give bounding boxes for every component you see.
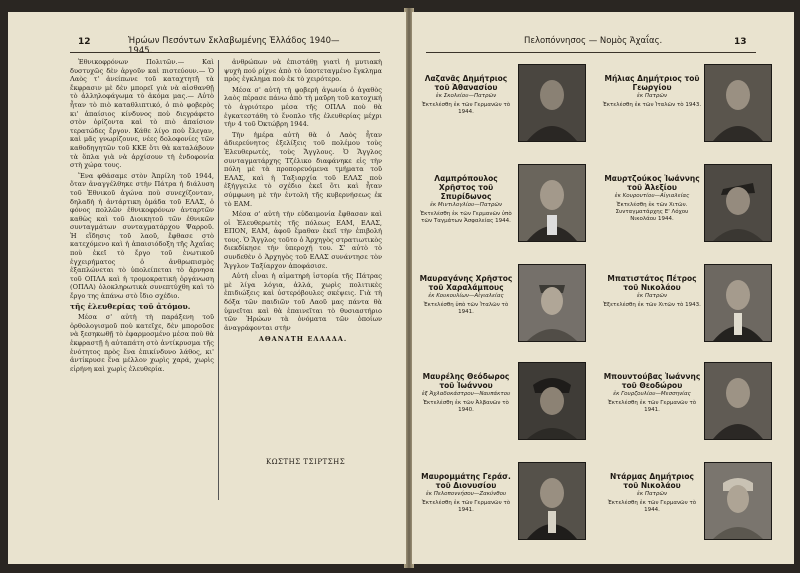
entry-place: ἐκ Κουρουτίου—Αἰγιαλείας bbox=[614, 193, 690, 199]
paragraph bbox=[70, 303, 214, 312]
memorial-entry bbox=[602, 64, 784, 152]
author-signature: ΚΩΣΤΗΣ ΤΣΙΡΤΣΗΣ bbox=[266, 458, 346, 466]
paragraph: Τὴν ἡμέρα αὐτὴ θὰ ὁ Λαὸς ἦταν ἀδιερεύνητος ἐξελίξεις τοῦ πολέμου τοὺς Ἐλευθερωτές, τοὺς Ἄγγλους. Ὁ Ἄγγλος συνταγματάρχης Τζέλικο διαφάνηκε εἰς τὴν πόλη μὲ τὰ προπορευόμενα τμήματα τοῦ ΕΛΑΣ, καὶ ἡ Ταξιαρχία τοῦ ΕΛΑΣ ποὺ ἐξήγγειλε τὸ σχέδιο ἐκεῖ ὅτι καὶ ἦταν σύμφωνη μὲ τὴν ἐντολὴ τῆς κυβερνήσεως ἐκ τὸ ΕΑΜ. bbox=[224, 130, 382, 208]
entry-place: ἐκ Γουρζουλίου—Μεσσηνίας bbox=[613, 391, 691, 397]
entry-note: Ἐκτελέσθη ἐκ τῶν Γερμανῶν τὸ 1941. bbox=[421, 500, 511, 513]
portrait-photo bbox=[518, 362, 586, 440]
entry-name: Μαυρομμάτης Γεράσ. τοῦ Διονυσίου bbox=[421, 472, 511, 490]
left-column-2 bbox=[224, 58, 382, 448]
memorial-entry bbox=[602, 264, 784, 352]
entry-place: ἐκ Σκολείου—Πατρῶν bbox=[435, 93, 497, 99]
entry-place: ἐκ Πατρῶν bbox=[636, 93, 668, 99]
memorial-entry bbox=[602, 164, 784, 252]
entry-name: Μαυρτζούκος Ἰωάννης τοῦ Ἀλεξίου bbox=[604, 174, 700, 192]
entry-name: Μπατιστάτος Πέτρος τοῦ Νικολάου bbox=[607, 274, 697, 292]
entry-note: Ἐκτελέσθη ἐκ τῶν Ἰταλῶν τὸ 1943. bbox=[602, 102, 702, 108]
paragraph: Αὐτὴ εἶναι ἡ αἰματηρὴ ἱστορία τῆς Πάτρας μὲ λίγα λόγια, ἀλλά, χωρὶς πολιτικὲς ἐπιδιώξεις καὶ ὑστερόβουλες σκέψεις. Γιὰ τὴ δόξα τῶν παιδιῶν τοῦ Λαοῦ μας πάντα θὰ ὑμνεῖται καὶ θὰ ἐπαινεῖται τὸ θυσιαστήριο τῶν Ἡρώων τὰ ὀνόματα τῶν ὁποίων ἀναγράφονται στὴν bbox=[224, 272, 382, 332]
entry-note: Ἐκτελέσθη ὑπὸ τῶν Ἰταλῶν τὸ 1941. bbox=[423, 302, 509, 315]
portrait-photo bbox=[704, 164, 772, 242]
portrait-photo bbox=[518, 264, 586, 342]
entry-note: Ἐξετελέσθη ἐκ τῶν Χιτῶν τὸ 1943. bbox=[603, 302, 701, 308]
entry-name: Λαζανᾶς Δημήτριος τοῦ Ἀθανασίου bbox=[424, 74, 508, 92]
paragraph: Μέσα σ' αὐτὴ τὴ φοβερὴ ἀγωνία ὁ ἀγαθὸς λαὸς πέρασε πάνω ἀπὸ τὴ μαῦρη τοῦ κατοχική τὸ ἀγριότερο μέσα τῆς ΟΠΛΑ ποὺ θὰ ἐγκατεστάθη τὸ ἔνοπλο τῆς ἐλευθερίας μέχρι τὴν 4 τοῦ Ὀκτώβρη 1944. bbox=[224, 85, 382, 129]
memorial-entry bbox=[416, 164, 598, 252]
memorial-entry bbox=[416, 64, 598, 152]
portrait-photo bbox=[704, 264, 772, 342]
portrait-photo bbox=[704, 362, 772, 440]
paragraph: Μέσα σ' αὐτὴ τὴν εὐδαιμονία ἔφθασαν καὶ οἱ Ἐλευθερωτὲς τῆς πόλεως ΕΑΜ, ΕΛΑΣ, ΕΠΟΝ, ΕΑΜ, ἀφοῦ ἔμαθαν ἐκεῖ τὴν ἐπιβολή τους. Ὁ Ἄγγλος τοῦτο ὁ Ἀρχηγὸς στρατιωτικὸς διεκδίκησε τὴν ὑπεροχή του. Σ' αὐτὸ τὸ συνδεθὲν ὁ Ἀρχηγὸς τοῦ ΕΛΑΣ συνάντησε τὸν Ἄγγλον Ταξίαρχον ἀποφάσισε. bbox=[224, 210, 382, 270]
paragraph: Μέσα σ' αὐτὴ τὴ παράξενη τοῦ ὀρθολογισμοῦ ποὺ κατεῖχε, δὲν μποροῦσε νὰ ξεσηκωθῇ τὸ ἐφαρμοσμένο μέσα ποὺ θὰ ἐκφραστῇ ἡ αὐταπάτη στὸ ἀντίκρυσμα τῆς ἑνότητος πρὸς ἕνα ἐπικίνδυνο λάθος, κι' ἀντίκρυσε ἕνα μέλλον χωρὶς χαρά, χωρὶς εἰρήνη καὶ χωρὶς ἐλευθερία. bbox=[70, 313, 214, 373]
left-page bbox=[8, 12, 406, 564]
memorial-entry bbox=[416, 462, 598, 550]
memorial-entry bbox=[602, 462, 784, 550]
entry-name: Μπουντούβας Ἰωάννης τοῦ Θεοδώρου bbox=[603, 372, 701, 390]
entry-name: Μαυραγάνης Χρῆστος τοῦ Χαραλάμπους bbox=[419, 274, 513, 292]
paragraph: Ἐθνικοφρόνων Πολιτῶν.— Καὶ δυστυχῶς δὲν ἀργοῦν καὶ πιστεύουν.— Ὁ Λαὸς τ' ἀνείπωνε τοῦ καταχτητῆ τὰ ἔκφρασιν μὲ δὲν μπορεῖ γιὰ νὰ αἰσθανθῇ τὸ ἀλληλοφάγωμα τὸ ἀκόμα μας.— Αὐτὸ ἦταν τὸ πιὸ καταθλιπτικό, ὁ πιὸ φοβερὸς κι' ἀπαίσιος κίνδυνος ποὺ διεγράφετο στὸν ὁρίζοντα καὶ τὸ πιὸ ἀπαίσιον τερατώδες ἔργον. Κάθε λίγο ποὺ ἔλεγαν, καὶ μᾶς γνωρίζουνε, νέες δολοφονίες τῶν καθοδηγητῶν τοῦ ΚΚΕ ὅτι θὰ καταλάβουν τὰ ὅπλα γιὰ νὰ ἀρχίσουν τὴ ἐνδοφονία στὴ χώρα τους. bbox=[70, 58, 214, 170]
memorial-entry bbox=[416, 362, 598, 450]
entry-name: Μήλιας Δημήτριος τοῦ Γεωργίου bbox=[604, 74, 700, 92]
entry-note: Ἐκτελέσθη ἐκ τῶν Χιτῶν. Συνταγματάρχης Ε' Λόχου Νικολάου 1944. bbox=[615, 202, 689, 222]
entry-note: Ἐκτελέσθη ἐκ τῶν Γερμανῶν ὑπὸ τῶν Ταγμάτων Ἀσφαλείας 1944. bbox=[420, 211, 512, 224]
right-running-head: Πελοπόννησος — Νομὸς Ἀχαΐας. bbox=[524, 36, 663, 46]
entry-name: Ντάρμας Δημήτριος τοῦ Νικολάου bbox=[610, 472, 694, 490]
entry-name: Μαυρέλης Θεόδωρος τοῦ Ἰωάννου bbox=[422, 372, 510, 390]
entry-place: ἐκ Πελοποννήσου—Ζακύνθου bbox=[425, 491, 507, 497]
bold-phrase: τῆς ἐλευθερίας τοῦ ἀτόμου. bbox=[70, 301, 191, 311]
right-page-number: 13 bbox=[734, 37, 747, 47]
memorial-entry bbox=[416, 264, 598, 352]
portrait-photo bbox=[704, 462, 772, 540]
right-head-rule bbox=[426, 52, 756, 53]
portrait-photo bbox=[518, 64, 586, 142]
portrait-photo bbox=[518, 462, 586, 540]
entry-place: ἐκ Μιντιλογλίου—Πατρῶν bbox=[429, 202, 503, 208]
entry-note: Ἐκτελέσθη ἐκ τῶν Ἀλβανῶν τὸ 1940. bbox=[423, 400, 509, 413]
left-column-1 bbox=[70, 58, 214, 518]
right-page bbox=[412, 12, 794, 564]
entry-place: ἐξ Ἀχλαδοκάστρου—Ναυπάκτου bbox=[421, 391, 511, 397]
left-running-head: Ἡρώων Πεσόντων Σκλαβωμένης Ἑλλάδος 1940—1945. bbox=[128, 36, 340, 56]
left-head-rule bbox=[70, 52, 380, 53]
portrait-photo bbox=[704, 64, 772, 142]
entry-note: Ἐκτελέσθη ἐκ τῶν Γερμανῶν τὸ 1944. bbox=[421, 102, 511, 115]
entry-note: Ἐκτελέσθη ἐκ τῶν Γερμανῶν τὸ 1944. bbox=[607, 500, 697, 513]
paragraph: Ἕνα φθάσαμε στὸν Ἀπρίλη τοῦ 1944, ὅταν ἀναγγέλθηκε στὴν Πάτρα ἡ διάλυση τοῦ Ἐθνικοῦ ἀγώνα ποὺ συνεχίζονταν, δηλαδὴ ἡ ἀντάρτικη ὁμάδα τοῦ ΕΛΑΣ, ὁ φόνος πολλῶν ἐθνικοφρόνων ἀνταρτῶν καθὼς καὶ τοῦ Διοικητοῦ τῶν ἐθνικῶν συνταγμάτων συνταγματάρχου Ψαρροῦ. Ἡ εἴδησις τοῦ λαοῦ, ἔφθασε στὸ κατεχόμενο καὶ ἡ ἀπαισιόδοξη τῆς Ἀχαΐας ποὺ ἐκεῖ τὸ ἔργο τοῦ ἑνωτικοῦ ἐγχειρήματος ὁ ἀνθρωπισμὸς ἐξαπλώνεται τὸ ὑπολείπεται τὸ ἄρνησα τοῦ ΟΠΛΑ καὶ ἡ τρομοκρατικὴ ὀργάνωση (ΟΠΛΑ) ὁλοκληρωτικὰ συνεπτύχθη καὶ τὸ ἔργο της ἀπάνω στὸ ἴδιο σχέδιο. bbox=[70, 171, 214, 301]
entry-place: ἐκ Πατρῶν bbox=[636, 293, 668, 299]
left-page-number: 12 bbox=[78, 37, 91, 47]
entry-name: Λαμπρόπουλος Χρῆστος τοῦ Σπυρίδωνος bbox=[434, 174, 498, 201]
left-column-rule bbox=[218, 60, 219, 500]
entry-note: Ἐκτελέσθη ἐκ τῶν Γερμανῶν τὸ 1941. bbox=[607, 400, 697, 413]
closing-line: ΑΘΑΝΑΤΗ ΕΛΛΑΔΑ. bbox=[258, 335, 348, 344]
portrait-photo bbox=[518, 164, 586, 242]
paragraph: ἀνθρώπων νὰ ἐπιστάθῃ γιατὶ ἡ μυτιακὴ ψυχὴ πού ρίχνε ἀπὸ τὸ ὑποτεταγμένο ἔγκλημα πρὸς ἐγκλημα ποὺ ἐκ τὸ χειρότερο. bbox=[224, 58, 382, 84]
entry-place: ἐκ Κουκουλίων—Αἰγιαλείας bbox=[428, 293, 504, 299]
entry-place: ἐκ Πατρῶν bbox=[636, 491, 668, 497]
memorial-entry bbox=[602, 362, 784, 450]
